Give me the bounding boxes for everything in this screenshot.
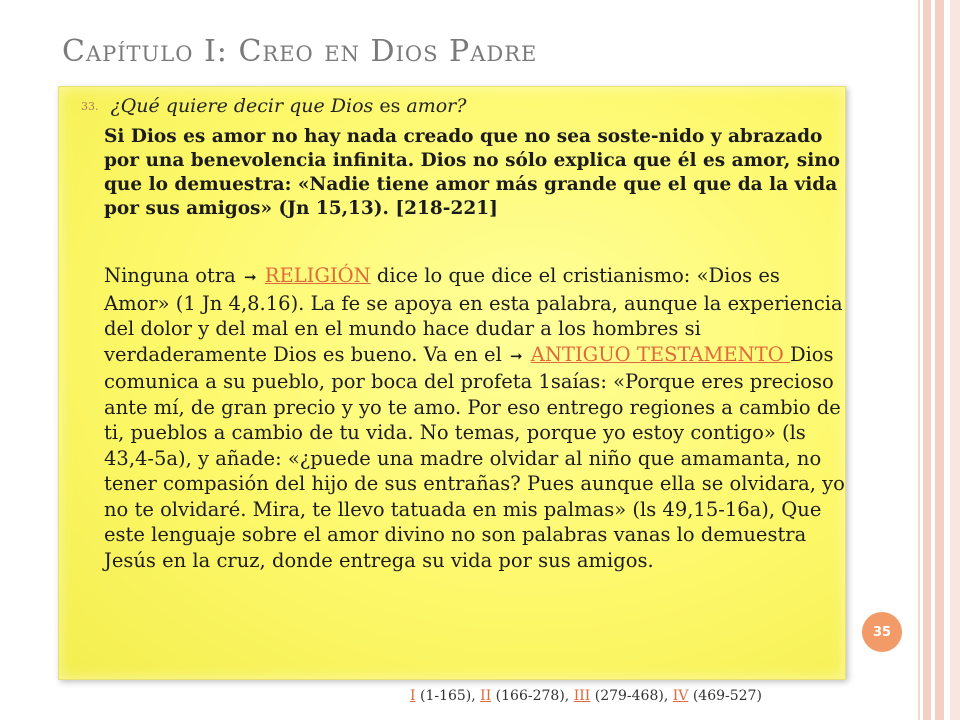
- footer-range-2: (166-278),: [491, 688, 574, 704]
- question-text-plain: es: [373, 95, 407, 117]
- body-part-1: Ninguna otra: [104, 264, 243, 287]
- content-panel: [58, 86, 846, 680]
- stripe: [950, 0, 960, 720]
- footer-range-1: (1-165),: [415, 688, 481, 704]
- question-text: ¿Qué quiere decir que Dios: [110, 95, 374, 117]
- old-testament-link[interactable]: ANTIGUO TESTAMENTO: [530, 342, 790, 366]
- footer-link-part-2[interactable]: II: [480, 688, 492, 704]
- arrow-right-icon: ➞: [244, 268, 257, 286]
- body-text: [104, 263, 849, 573]
- footer-link-part-3[interactable]: III: [573, 688, 591, 704]
- footer-range-4: (469-527): [688, 688, 762, 704]
- body-part-2: dice lo que dice el cristianismo: «Dios es Amor» (1 Jn 4,8.16). La fe se apoya en esta palabra, aunque la experiencia del dolor y del mal en el mundo hace dudar a los hombres si verdaderamente Dios es bueno. Va en el: [104, 264, 843, 366]
- footer-link-part-1[interactable]: I: [410, 688, 416, 704]
- arrow-right-icon: ➞: [510, 346, 523, 365]
- footer-range-3: (279-468),: [590, 688, 673, 704]
- question-number: 33.: [81, 100, 99, 113]
- divider-line: [918, 0, 920, 720]
- stripe: [923, 0, 931, 720]
- body-part-3: Dios comunica a su pueblo, por boca del profeta 1saías: «Porque eres precioso ante mí, de gran precio y yo te amo. Por eso entrego regiones a cambio de ti, pueblos a cambio de tu vida. No temas, porque yo estoy contigo» (ls 43,4-5a), y añade: «¿puede una madre olvidar al niño que amamanta, no tener compasión del hijo de sus entrañas? Pues aunque ella se olvidara, yo no te olvidaré. Mira, te llevo tatuada en mis palmas» (ls 49,15-16a), Que este lenguaje sobre el amor divino no son palabras vanas lo demuestra Jesús en la cruz, donde entrega su vida por sus amigos.: [104, 342, 845, 572]
- religion-link[interactable]: RELIGIÓN: [264, 264, 371, 287]
- stripe: [935, 0, 944, 720]
- page-number-badge: 35: [862, 612, 902, 652]
- question-row: [81, 95, 466, 117]
- footer-navigation: [410, 688, 762, 704]
- footer-link-part-4[interactable]: IV: [672, 688, 689, 704]
- answer-text: Si Dios es amor no hay nada creado que no sea soste-nido y abrazado por una benevolencia infinita. Dios no sólo explica que él es amor, sino que lo demuestra: «Nadie tiene amor más grande que el que da la vida por sus amigos» (Jn 15,13). [218-221]: [104, 126, 841, 219]
- question-text-end: amor?: [406, 95, 467, 117]
- slide-title: Capítulo I: Creo en Dios Padre: [62, 34, 538, 69]
- decorative-stripes: [920, 0, 960, 720]
